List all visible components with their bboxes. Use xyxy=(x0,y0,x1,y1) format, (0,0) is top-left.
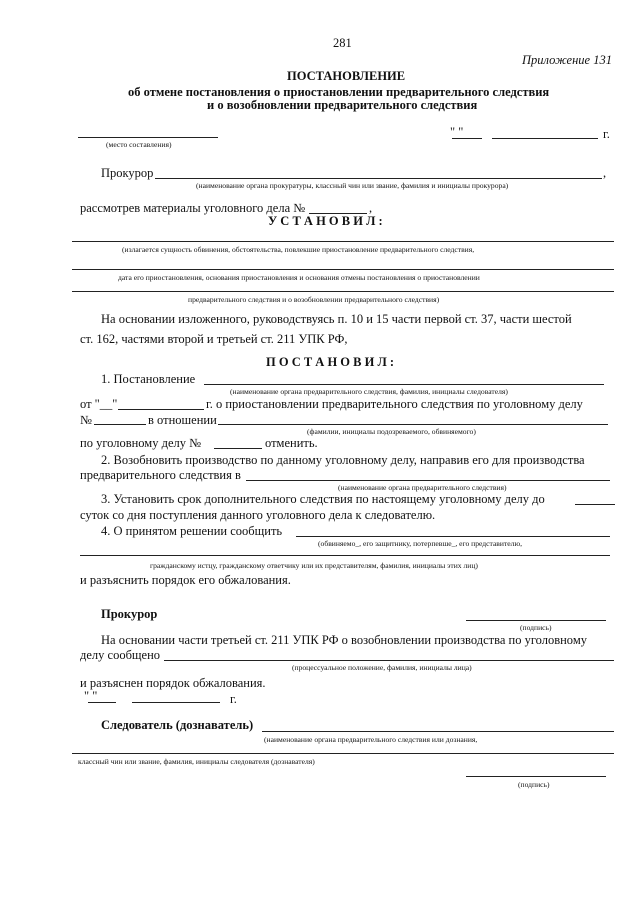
bottom-date-quotes: " " xyxy=(84,689,98,703)
item4-explain: и разъяснить порядок его обжалования. xyxy=(80,573,291,587)
bottom-date-day-line xyxy=(88,702,116,703)
item4-caption-2: гражданскому истцу, гражданскому ответчику или их представителям, фамилия, инициалы этих лиц) xyxy=(150,561,478,570)
prelim-caption: предварительного следствия и о возобновлении предварительного следствия) xyxy=(188,295,440,304)
item1-regard-line xyxy=(218,424,608,425)
resume-line xyxy=(164,660,614,661)
item4-label: 4. О принятом решении сообщить xyxy=(101,524,283,538)
investigator-caption-2: классный чин или звание, фамилия, инициалы следователя (дознавателя) xyxy=(78,757,315,766)
prosecutor-line xyxy=(155,178,602,179)
item3-date-line xyxy=(575,504,615,505)
date-month-line xyxy=(492,138,598,139)
prosecutor-caption: (наименование органа прокуратуры, классный чин или звание, фамилия и инициалы прокурора) xyxy=(196,181,509,190)
essence-caption: (излагается сущность обвинения, обстоятельства, повлекшие приостановление предварительного следствия, xyxy=(122,245,475,254)
page-number: 281 xyxy=(333,36,352,50)
document-title: ПОСТАНОВЛЕНИЕ xyxy=(287,69,406,83)
basis-line-1: На основании изложенного, руководствуясь п. 10 и 15 части первой ст. 37, части шестой xyxy=(101,312,572,326)
investigator-line-2 xyxy=(72,753,614,754)
bottom-date-year-suffix: г. xyxy=(230,692,237,706)
investigator-signature-caption: (подпись) xyxy=(518,780,550,789)
essence-line-1 xyxy=(72,241,614,242)
item2-caption: (наименование органа предварительного следствия) xyxy=(338,483,507,492)
date-year-suffix: г. xyxy=(603,127,610,141)
item1-label: 1. Постановление xyxy=(101,372,196,386)
item4-line-1 xyxy=(296,536,610,537)
item1-date-line xyxy=(118,409,204,410)
prosecutor-signature-caption: (подпись) xyxy=(520,623,552,632)
prosecutor-label: Прокурор xyxy=(101,166,154,180)
prosecutor-signature-label: Прокурор xyxy=(101,607,158,621)
place-caption: (место составления) xyxy=(106,140,172,149)
basis-line-2: ст. 162, частями второй и третьей ст. 211 УПК РФ, xyxy=(80,332,348,346)
appendix-label: Приложение 131 xyxy=(522,53,612,67)
item2-line-1: 2. Возобновить производство по данному уголовному делу, направив его для производства xyxy=(101,453,585,467)
place-line xyxy=(78,137,218,138)
item1-regard: в отношении xyxy=(148,413,217,427)
resume-line-2: делу сообщено xyxy=(80,648,161,662)
resume-line-1: На основании части третьей ст. 211 УПК РФ о возобновлении производства по уголовному xyxy=(101,633,587,647)
item1-from: от "__" xyxy=(80,397,118,411)
date-day-line xyxy=(452,138,482,139)
item4-caption-1: (обвиняемо_, его защитнику, потерпевше_, его представителю, xyxy=(318,539,523,548)
item2-line-2: предварительного следствия в xyxy=(80,468,241,482)
date-quotes: " " xyxy=(450,125,464,139)
essence-line-2 xyxy=(72,269,614,270)
item3-line-2: суток со дня поступления данного уголовного дела к следователю. xyxy=(80,508,436,522)
resume-explained: и разъяснен порядок обжалования. xyxy=(80,676,266,690)
investigator-line-1 xyxy=(262,731,614,732)
item1-cancel: отменить. xyxy=(265,436,318,450)
item2-line xyxy=(246,480,610,481)
document-subtitle-1: об отмене постановления о приостановлении предварительного следствия xyxy=(128,85,550,99)
reviewed-text: рассмотрев материалы уголовного дела № xyxy=(80,201,306,215)
resume-caption: (процессуальное положение, фамилия, инициалы лица) xyxy=(292,663,472,672)
item1-number-sign: № xyxy=(80,413,92,427)
investigator-signature-line xyxy=(466,776,606,777)
item1-line xyxy=(204,384,604,385)
item1-case: по уголовному делу № xyxy=(80,436,202,450)
investigator-label: Следователь (дознаватель) xyxy=(101,718,254,732)
reviewed-comma: , xyxy=(369,201,373,215)
essence-line-3 xyxy=(72,291,614,292)
item4-line-2 xyxy=(80,555,610,556)
bottom-date-month-line xyxy=(132,702,220,703)
prosecutor-comma: , xyxy=(603,166,607,180)
item1-rest: г. о приостановлении предварительного следствия по уголовному делу xyxy=(206,397,583,411)
item1-caption: (наименование органа предварительного следствия, фамилия, инициалы следователя) xyxy=(230,387,508,396)
prosecutor-signature-line xyxy=(466,620,606,621)
item1-caption-2: (фамилии, инициалы подозреваемого, обвиняемого) xyxy=(307,427,476,436)
date-basis-caption: дата его приостановления, основания приостановления и основания отмены постановления о приостановлении xyxy=(118,273,480,282)
ustanovil-heading: У С Т А Н О В И Л : xyxy=(268,214,383,228)
item1-number-line xyxy=(94,424,146,425)
item1-case-line xyxy=(214,448,262,449)
item3-line-1: 3. Установить срок дополнительного следствия по настоящему уголовному делу до xyxy=(101,492,545,506)
investigator-caption-1: (наименование органа предварительного следствия или дознания, xyxy=(264,735,478,744)
document-subtitle-2: и о возобновлении предварительного следствия xyxy=(207,98,478,112)
postanovil-heading: П О С Т А Н О В И Л : xyxy=(266,355,395,369)
